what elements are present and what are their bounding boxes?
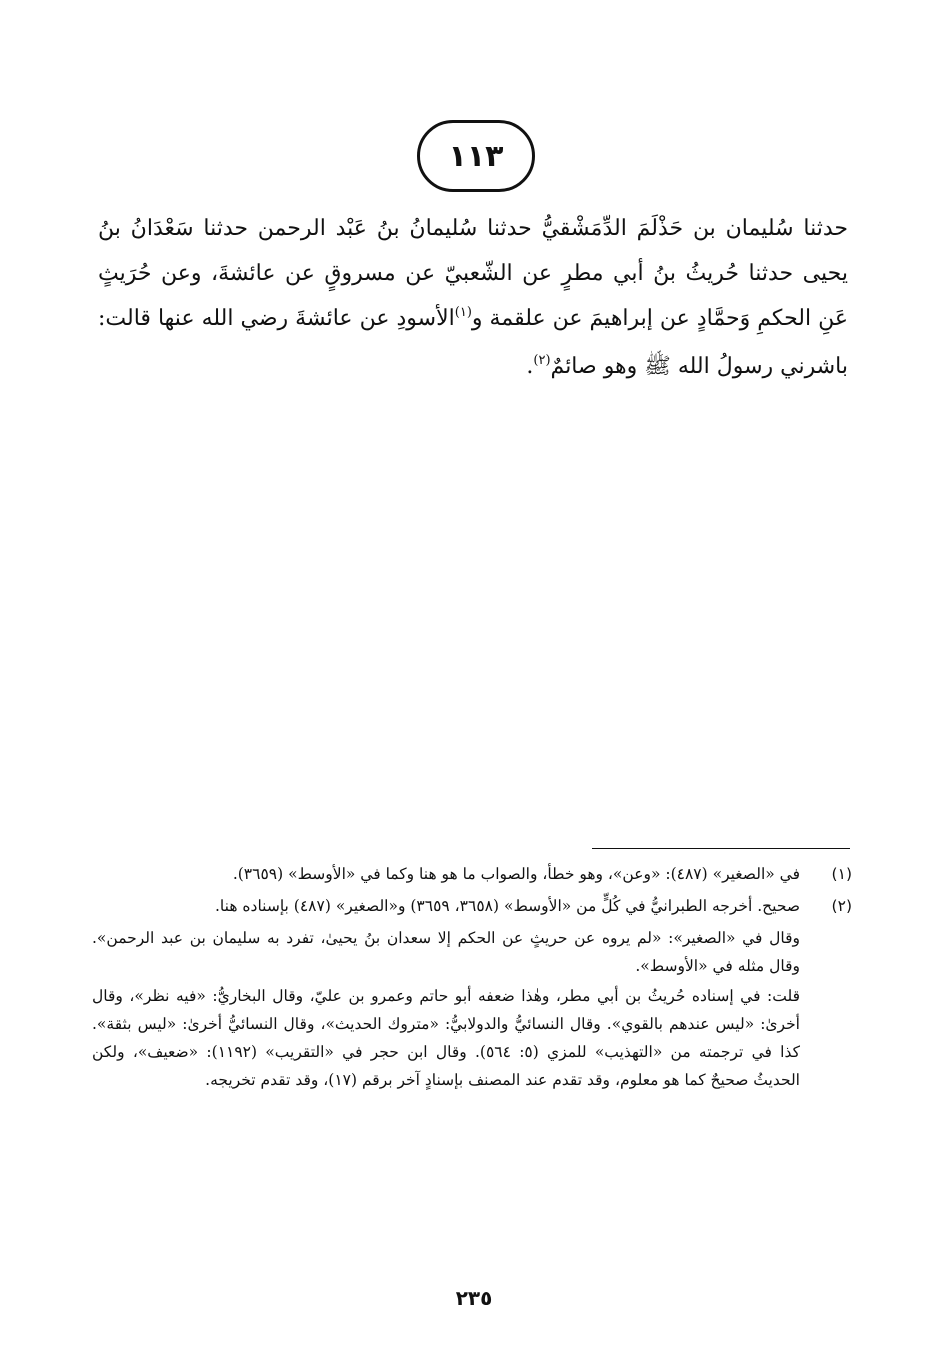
hadith-end-period: .	[526, 354, 534, 379]
footnote-1-number: (١)	[831, 865, 852, 883]
footnotes	[92, 860, 852, 1094]
footnote-2-number: (٢)	[831, 897, 852, 915]
page-number: ٢٣٥	[455, 1286, 493, 1310]
footnote-2	[92, 892, 852, 920]
hadith-line-2: سَعْدَانُ بنُ يحيى حدثنا حُريثُ بنُ أبي مطرٍ عن الشّعبيّ عن مسروقٍ عن	[98, 216, 848, 286]
footnote-marker-1: (١)	[454, 305, 472, 320]
footnote-2-text-3: قلت: في إسناده حُريثُ بن أبي مطر، وهٰذا ضعفه أبو حاتم وعمرو بن عليّ، وقال البخاريُّ: «فيه نظر»، وقال أخرىٰ: «ليس عندهم بالقوي». وقال النسائيُّ والدولابيُّ: «متروك الحديث»، وقال النسائيُّ أخرىٰ: «ليس بثقة». كذا في ترجمته من «التهذيب» للمزي (٥: ٥٦٤). وقال ابن حجر في «التقريب» (١١٩٢): «ضعيف»، ولكن الحديثُ صحيحٌ كما هو معلوم، وقد تقدم عند المصنف بإسنادٍ آخر برقم (١٧)، وقد تقدم تخريجه.	[92, 987, 800, 1089]
footnote-marker-2: (٢)	[533, 353, 551, 368]
footnote-1	[92, 860, 852, 888]
hadith-line-1: حدثنا سُليمان بن حَذْلَمَ الدِّمَشْقيُّ حدثنا سُليمانُ بنُ عَبْد الرحمن حدثنا	[203, 216, 848, 241]
hadith-number: ١١٣	[448, 138, 504, 174]
hadith-text	[98, 206, 848, 392]
hadith-line-3-end: الأسودِ	[396, 306, 455, 331]
hadith-line-3: عائشةَ، وعن حُرَيثٍ عَنِ الحكمِ وَحمَّادٍ عن إبراهيمَ عن علقمة و	[98, 261, 849, 331]
footnote-1-text: في «الصغير» (٤٨٧): «وعن»، وهو خطأ، والصواب ما هو هنا وكما في «الأوسط» (٣٦٥٩).	[232, 865, 800, 883]
hadith-line-4: عن عائشةَ رضي الله عنها قالت: باشرني رسولُ الله ﷺ وهو صائمٌ	[98, 306, 848, 379]
footnote-separator	[592, 848, 850, 849]
footnote-2-text-2: وقال في «الصغير»: «لم يروه عن حريثٍ عن الحكم إلا سعدان بنُ يحيىٰ، تفرد به سليمان بن عبد الرحمن». وقال مثله في «الأوسط».	[92, 929, 800, 975]
hadith-number-badge	[417, 120, 535, 192]
footnote-2-text-1: صحيح. أخرجه الطبرانيُّ في كُلٍّ من «الأوسط» (٣٦٥٨، ٣٦٥٩) و«الصغير» (٤٨٧) بإسناده هنا.	[215, 897, 800, 915]
